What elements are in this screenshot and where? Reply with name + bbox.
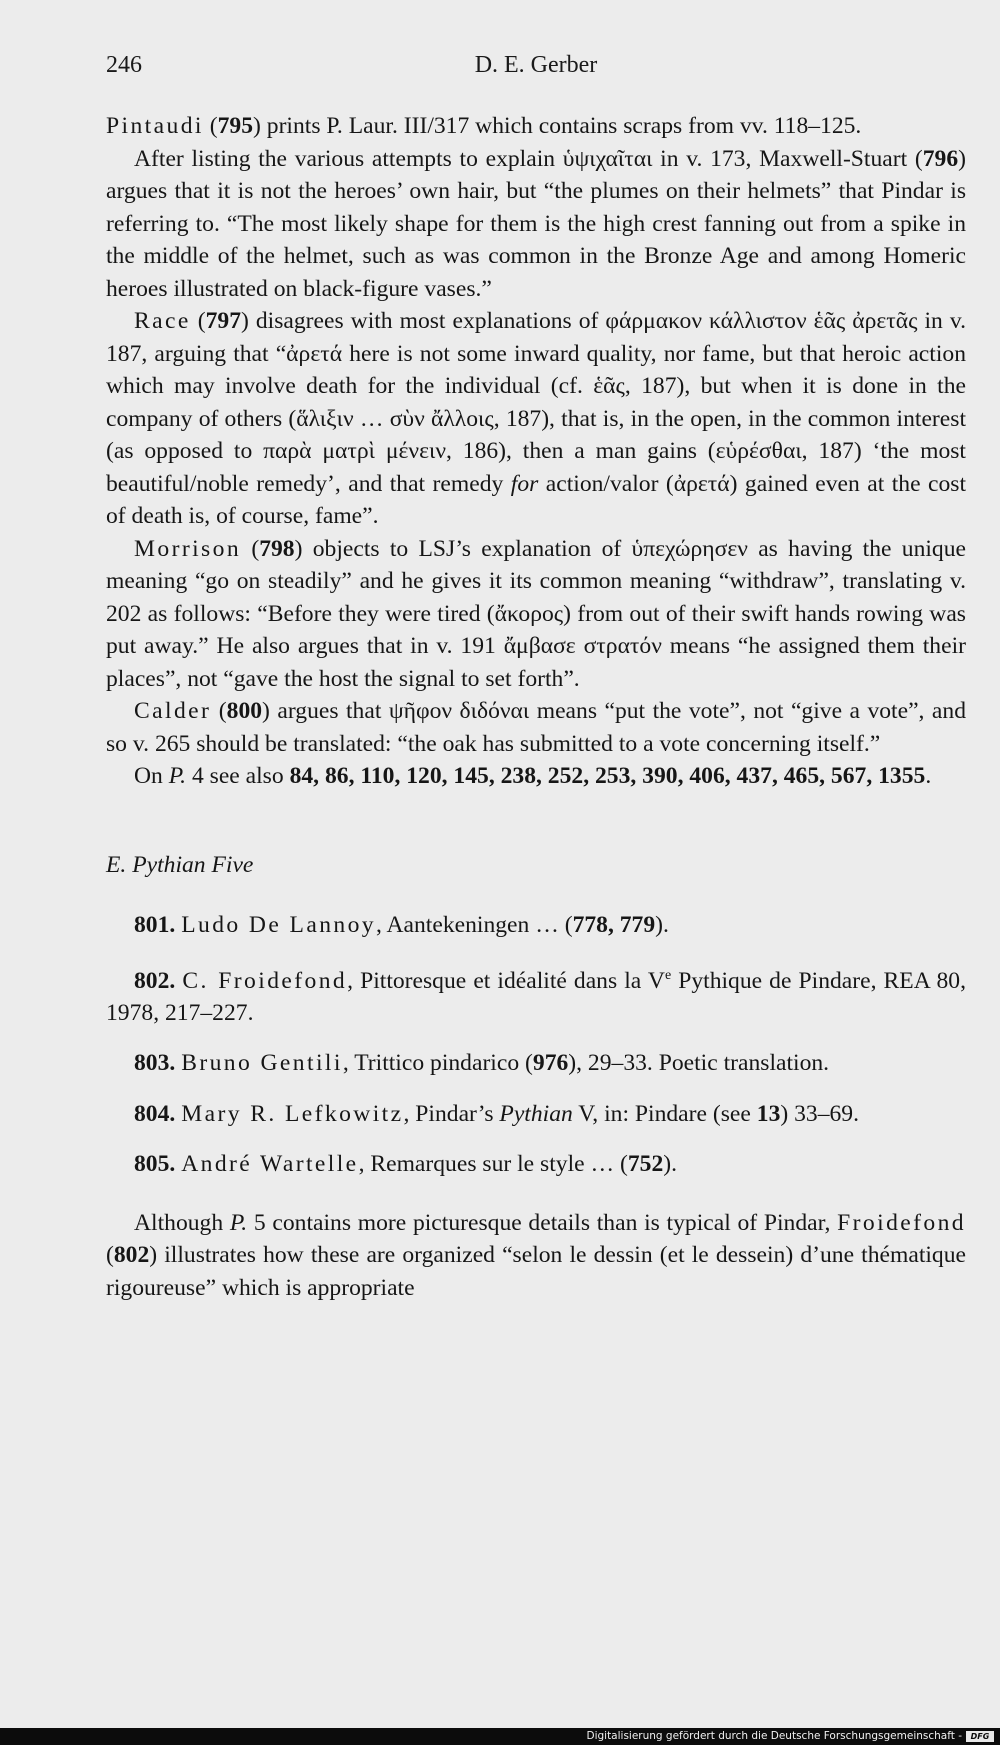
entry-text: , Pindar’s xyxy=(403,1100,494,1127)
paragraph-race: Race (797) disagrees with most explanations of φάρμακον κάλλιστον ἑᾶς ἀρετᾶς in v. 187, arguing that “ἀρετά here is not some inward quality, nor fame, but that heroic action which may involve death for the individual (cf. ἑᾶς, 187), but when it is done in the company of others (ἅλιξιν … σὺν ἄλλοις, 187), that is, in the open, in the common interest (as opposed to παρὰ ματρὶ μένειν, 186), then a man gains (εὑρέσθαι, 187) ‘the most beautiful/noble remedy’, and that remedy for action/valor (ἀρετά) gained even at the cost of death is, of course, fame”. xyxy=(106,308,966,529)
entry-text: ), 29–33. Poetic translation. xyxy=(568,1050,830,1077)
entry-text: , Pittoresque et idéalité dans la V xyxy=(347,967,665,994)
digitization-footer xyxy=(0,1728,1000,1745)
bib-entry xyxy=(106,1047,966,1080)
entry-number: 801. xyxy=(134,912,176,938)
bib-refs: 84, 86, 110, 120, 145, 238, 252, 253, 390, 406, 437, 465, 567, 1355 xyxy=(289,763,926,789)
bib-ref: 797 xyxy=(205,308,242,334)
bib-ref: 778, 779 xyxy=(572,912,656,938)
bib-entry xyxy=(106,1098,966,1131)
emphasis: P. xyxy=(229,1209,248,1236)
paragraph-calder: Calder (800) argues that ψῆφον διδόναι means “put the vote”, not “give a vote”, and so v. 265 should be translated: “the oak has submitted to a vote concerning itself.” xyxy=(106,698,966,757)
paragraph-text: action/valor (ἀρετά) gained even at the cost of death is, of course, fame”. xyxy=(106,470,966,529)
paragraph-text: prints P. Laur. III/317 which contains scraps from vv. 118–125. xyxy=(266,113,862,139)
main-text xyxy=(106,110,966,1304)
bib-entry xyxy=(106,960,966,1030)
emphasis: Pythian xyxy=(499,1100,573,1127)
bib-ref: 800 xyxy=(226,698,263,724)
punctuation: . xyxy=(925,763,932,789)
entry-number: 805. xyxy=(134,1151,176,1178)
author-name: André Wartelle xyxy=(181,1151,359,1178)
paragraph-text: argues that ψῆφον διδόναι means “put the vote”, not “give a vote”, and so v. 265 should be translated: “the oak has submitted to a vote concerning itself.” xyxy=(106,698,966,757)
emphasis: P. xyxy=(168,763,187,789)
paragraph-froidefond: Although P. 5 contains more picturesque details than is typical of Pindar, Froidefond (802) illustrates how these are organized “selon le dessin (et le dessein) d’une thématique rigoureuse” which is appropriate xyxy=(106,1209,966,1301)
page-number: 246 xyxy=(106,52,142,78)
bib-ref: 798 xyxy=(259,535,295,562)
superscript: e xyxy=(664,967,672,983)
paragraph-maxwell-stuart: After listing the various attempts to explain ὑψιχαῖται in v. 173, Maxwell-Stuart (796) argues that it is not the heroes’ own hair, but “the plumes on their helmets” that Pindar is referring to. “The most likely shape for them is the high crest fanning out from a spike in the middle of the helmet, such as was common in the Bronze Age and among Homeric heroes illustrated on black-figure vases.” xyxy=(106,145,966,302)
bib-ref: 13 xyxy=(756,1100,781,1127)
bib-ref: 752 xyxy=(627,1151,664,1178)
section-heading: E. Pythian Five xyxy=(106,851,254,878)
bib-ref: 802 xyxy=(113,1242,150,1269)
paragraph-see-also xyxy=(106,760,966,793)
entry-text: , Trittico pindarico ( xyxy=(342,1050,533,1077)
author-name: Race xyxy=(134,308,191,334)
entry-text: V, in: Pindare (see xyxy=(578,1100,751,1127)
entry-number: 802. xyxy=(134,967,176,994)
bib-entry xyxy=(106,909,966,942)
entry-text: ) 33–69. xyxy=(780,1100,859,1127)
author-name: Mary R. Lefkowitz xyxy=(181,1100,404,1127)
paragraph-pintaudi: Pintaudi (795) prints P. Laur. III/317 which contains scraps from vv. 118–125. xyxy=(106,113,862,139)
running-head-author: D. E. Gerber xyxy=(474,52,598,78)
funding-credit: Digitalisierung gefördert durch die Deutsche Forschungsgemeinschaft - xyxy=(586,1730,962,1742)
entry-text: , Remarques sur le style … ( xyxy=(358,1151,628,1178)
entry-text: ). xyxy=(655,912,669,938)
paragraph-text: objects to LSJ’s explanation of ὑπεχώρησεν as having the unique meaning “go on steadily” and he gives it its common meaning “withdraw”, translating v. 202 as follows: “Before they were tired (ἄκορος) from out of their swift hands rowing was put away.” He also argues that in v. 191 ἄμβασε στρατόν means “he assigned them their places”, not “gave the host the signal to set forth”. xyxy=(106,535,966,692)
entry-text: , Aantekeningen … ( xyxy=(376,912,573,938)
entry-number: 803. xyxy=(134,1050,176,1077)
entry-text: Pythique de Pindare, REA 80, 1978, 217–227. xyxy=(106,967,966,1026)
author-name: Ludo De Lannoy xyxy=(181,912,376,938)
emphasis: for xyxy=(510,470,539,497)
paragraph-text: After listing the various attempts to explain ὑψιχαῖται in v. 173, Maxwell-Stuart xyxy=(134,145,908,172)
author-name: Calder xyxy=(134,698,212,724)
author-name: C. Froidefond xyxy=(182,967,348,994)
paragraph-text: argues that it is not the heroes’ own hair, but “the plumes on their helmets” that Pindar is referring to. “The most likely shape for them is the high crest fanning out from a spike in the middle of the helmet, such as was common in the Bronze Age and among Homeric heroes illustrated on black-figure vases.” xyxy=(106,178,966,302)
paragraph-text: Although xyxy=(134,1209,224,1236)
author-name: Morrison xyxy=(134,535,242,562)
bib-ref: 796 xyxy=(922,145,959,172)
author-name: Pintaudi xyxy=(106,113,204,139)
paragraph-morrison: Morrison (798) objects to LSJ’s explanation of ὑπεχώρησεν as having the unique meaning “go on steadily” and he gives it its common meaning “withdraw”, translating v. 202 as follows: “Before they were tired (ἄκορος) from out of their swift hands rowing was put away.” He also argues that in v. 191 ἄμβασε στρατόν means “he assigned them their places”, not “gave the host the signal to set forth”. xyxy=(106,535,966,692)
paragraph-text: disagrees with most explanations of φάρμακον κάλλιστον ἑᾶς ἀρετᾶς in v. 187, arguing that “ἀρετά here is not some inward quality, nor fame, but that heroic action which may involve death for the individual (cf. ἑᾶς, 187), but when it is done in the company of others (ἅλιξιν … σὺν ἄλλοις, 187), that is, in the open, in the common interest (as opposed to παρὰ ματρὶ μένειν, 186), then a man gains (εὑρέσθαι, 187) ‘the most beautiful/noble remedy’, and that remedy xyxy=(106,308,966,497)
entry-number: 804. xyxy=(134,1100,176,1127)
paragraph-text: On xyxy=(134,763,163,789)
bib-ref: 795 xyxy=(217,113,254,139)
bib-entry xyxy=(106,1148,966,1181)
entry-text: ). xyxy=(663,1151,678,1178)
paragraph-text: illustrates how these are organized “selon le dessin (et le dessein) d’une thématique rigoureuse” which is appropriate xyxy=(106,1242,966,1301)
dfg-logo: DFG xyxy=(966,1731,994,1742)
paragraph-text: 5 contains more picturesque details than is typical of Pindar, xyxy=(253,1209,831,1236)
paragraph-text: 4 see also xyxy=(191,763,284,789)
bib-ref: 976 xyxy=(532,1050,569,1077)
author-name: Bruno Gentili xyxy=(181,1050,343,1077)
author-name: Froidefond xyxy=(837,1209,966,1236)
